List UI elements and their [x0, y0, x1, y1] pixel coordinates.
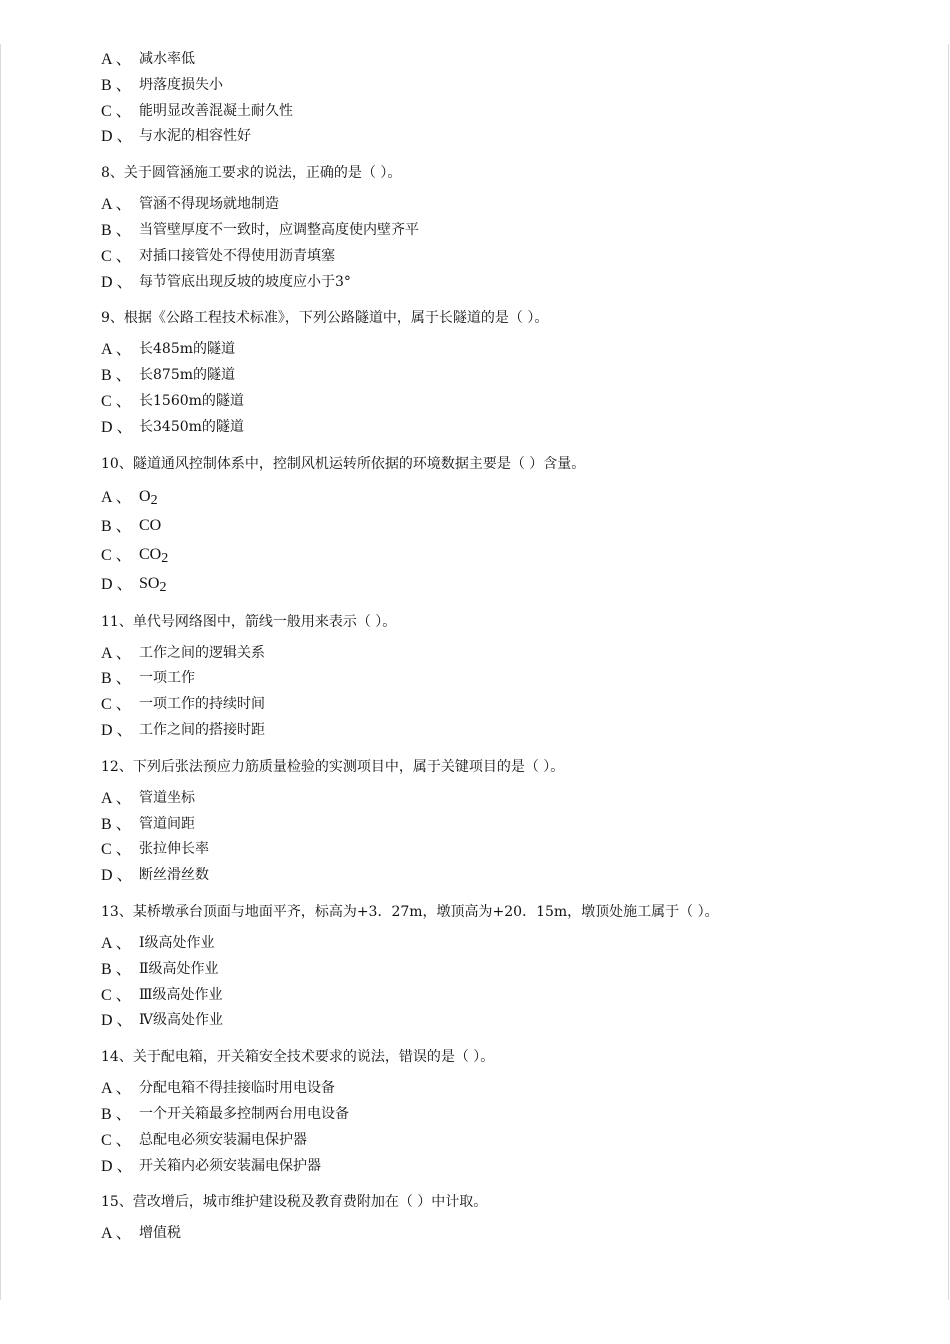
option-letter: B 、 — [101, 960, 132, 978]
option-letter: D 、 — [101, 418, 133, 436]
option-a — [101, 192, 921, 218]
option-letter: C 、 — [101, 696, 132, 714]
option-text: 一项工作 — [139, 670, 195, 687]
option-text: 每节管底出现反坡的坡度应小于3° — [139, 273, 351, 290]
option-letter: A 、 — [101, 51, 132, 68]
option-c — [101, 1128, 921, 1154]
page-border-left — [0, 44, 1, 1300]
question-stem: 11、单代号网络图中，箭线一般用来表示（ ）。 — [101, 613, 397, 630]
option-letter: C 、 — [101, 102, 132, 120]
option-letter: B 、 — [101, 670, 132, 688]
option-letter: D 、 — [101, 1157, 133, 1175]
option-text — [139, 569, 166, 599]
option-d — [101, 570, 921, 599]
option-text: 对插口接管处不得使用沥青填塞 — [139, 247, 335, 264]
option-letter: A 、 — [101, 934, 132, 952]
question-10 — [101, 453, 921, 599]
option-letter: B 、 — [101, 367, 132, 385]
chemical-formula: O — [139, 488, 151, 506]
option-text: 长485m的隧道 — [139, 341, 235, 358]
question-stem: 15、营改增后，城市维护建设税及教育费附加在（ ）中计取。 — [101, 1194, 488, 1211]
option-letter: B 、 — [101, 815, 132, 833]
option-letter: C 、 — [101, 1131, 132, 1149]
option-letter: B 、 — [101, 1105, 132, 1123]
formula-subscript: 2 — [150, 493, 158, 509]
option-b — [101, 957, 921, 983]
option-text: 一个开关箱最多控制两台用电设备 — [139, 1105, 349, 1122]
option-letter: A 、 — [101, 1225, 132, 1243]
option-text: 能明显改善混凝土耐久性 — [139, 102, 293, 119]
option-letter: D 、 — [101, 128, 133, 146]
formula-subscript: 2 — [161, 551, 169, 567]
option-letter: C 、 — [101, 392, 132, 410]
option-d — [101, 863, 921, 889]
option-letter: D 、 — [101, 273, 133, 291]
question-stem: 13、某桥墩承台顶面与地面平齐，标高为+3．27m，墩顶高为+20．15m，墩顶处施工属于（ ）。 — [101, 903, 719, 920]
option-letter: D 、 — [101, 721, 133, 739]
option-letter: C 、 — [101, 247, 132, 265]
page-border-right — [948, 44, 949, 1300]
question-11 — [101, 611, 921, 744]
option-text: 减水率低 — [139, 51, 195, 67]
option-text: 长875m的隧道 — [139, 367, 235, 384]
option-c — [101, 983, 921, 1009]
option-letter: C 、 — [101, 546, 132, 564]
option-text: Ⅲ级高处作业 — [139, 986, 223, 1003]
option-d — [101, 124, 921, 150]
option-d — [101, 1154, 921, 1180]
option-c — [101, 837, 921, 863]
option-text: 开关箱内必须安装漏电保护器 — [139, 1157, 321, 1174]
chemical-formula: SO — [139, 575, 160, 593]
option-a — [101, 786, 921, 812]
option-text: Ⅰ级高处作业 — [139, 934, 215, 951]
option-text: 坍落度损失小 — [139, 76, 223, 93]
option-letter: D 、 — [101, 867, 133, 885]
option-text: 一项工作的持续时间 — [139, 696, 265, 713]
option-text: 增值税 — [139, 1225, 181, 1242]
question-9 — [101, 307, 921, 440]
option-c — [101, 541, 921, 570]
option-a — [101, 931, 921, 957]
option-letter: A 、 — [101, 1080, 132, 1098]
exam-document — [101, 47, 921, 1247]
question-stem: 12、下列后张法预应力筋质量检验的实测项目中，属于关键项目的是（ ）。 — [101, 758, 565, 775]
option-a — [101, 1076, 921, 1102]
option-a — [101, 483, 921, 512]
option-b — [101, 512, 921, 541]
question-15 — [101, 1191, 921, 1247]
question-7-options — [101, 47, 921, 150]
option-b — [101, 1102, 921, 1128]
option-letter: D 、 — [101, 575, 133, 593]
question-12 — [101, 756, 921, 889]
chemical-formula: CO — [139, 546, 162, 564]
option-text: 管道间距 — [139, 815, 195, 832]
option-b — [101, 812, 921, 838]
option-text: 总配电必须安装漏电保护器 — [139, 1131, 307, 1148]
option-letter: C 、 — [101, 986, 132, 1004]
option-text: 张拉伸长率 — [139, 841, 209, 858]
option-text: 管涵不得现场就地制造 — [139, 196, 279, 213]
option-d — [101, 1008, 921, 1034]
option-b — [101, 218, 921, 244]
option-c — [101, 244, 921, 270]
option-text: 长1560m的隧道 — [139, 392, 244, 409]
option-a — [101, 1221, 921, 1247]
option-c — [101, 389, 921, 415]
option-text: 工作之间的逻辑关系 — [139, 644, 265, 661]
option-a — [101, 337, 921, 363]
option-text: 长3450m的隧道 — [139, 418, 244, 435]
option-text: 与水泥的相容性好 — [139, 128, 251, 145]
option-text: Ⅱ级高处作业 — [139, 960, 219, 977]
option-letter: A 、 — [101, 341, 132, 359]
question-14 — [101, 1046, 921, 1179]
option-letter: A 、 — [101, 789, 132, 807]
option-d — [101, 415, 921, 441]
option-text — [139, 482, 158, 512]
question-stem: 8、关于圆管涵施工要求的说法，正确的是（ ）。 — [101, 165, 402, 182]
option-letter: A 、 — [101, 488, 132, 506]
option-text: 分配电箱不得挂接临时用电设备 — [139, 1080, 335, 1097]
option-letter: A 、 — [101, 196, 132, 214]
option-letter: C 、 — [101, 841, 132, 859]
question-13 — [101, 901, 921, 1034]
question-stem: 14、关于配电箱，开关箱安全技术要求的说法，错误的是（ ）。 — [101, 1049, 495, 1066]
option-letter: B 、 — [101, 517, 132, 535]
option-b — [101, 363, 921, 389]
question-8 — [101, 162, 921, 295]
option-letter: B 、 — [101, 221, 132, 239]
question-stem: 9、根据《公路工程技术标准》，下列公路隧道中，属于长隧道的是（ ）。 — [101, 310, 549, 327]
chemical-formula: CO — [139, 517, 162, 535]
option-a — [101, 641, 921, 667]
option-c — [101, 99, 921, 125]
option-d — [101, 718, 921, 744]
option-text: 工作之间的搭接时距 — [139, 721, 265, 738]
option-c — [101, 692, 921, 718]
option-a — [101, 47, 921, 73]
option-text — [139, 511, 161, 541]
option-text: Ⅳ级高处作业 — [139, 1012, 223, 1029]
option-text — [139, 540, 168, 570]
option-letter: D 、 — [101, 1012, 133, 1030]
option-letter: B 、 — [101, 76, 132, 94]
option-text: 断丝滑丝数 — [139, 867, 209, 884]
option-b — [101, 73, 921, 99]
option-d — [101, 270, 921, 296]
option-text: 当管壁厚度不一致时，应调整高度使内壁齐平 — [139, 221, 419, 238]
question-stem: 10、隧道通风控制体系中，控制风机运转所依据的环境数据主要是（ ）含量。 — [101, 455, 586, 472]
option-text: 管道坐标 — [139, 789, 195, 806]
option-letter: A 、 — [101, 644, 132, 662]
formula-subscript: 2 — [159, 580, 167, 596]
option-b — [101, 666, 921, 692]
